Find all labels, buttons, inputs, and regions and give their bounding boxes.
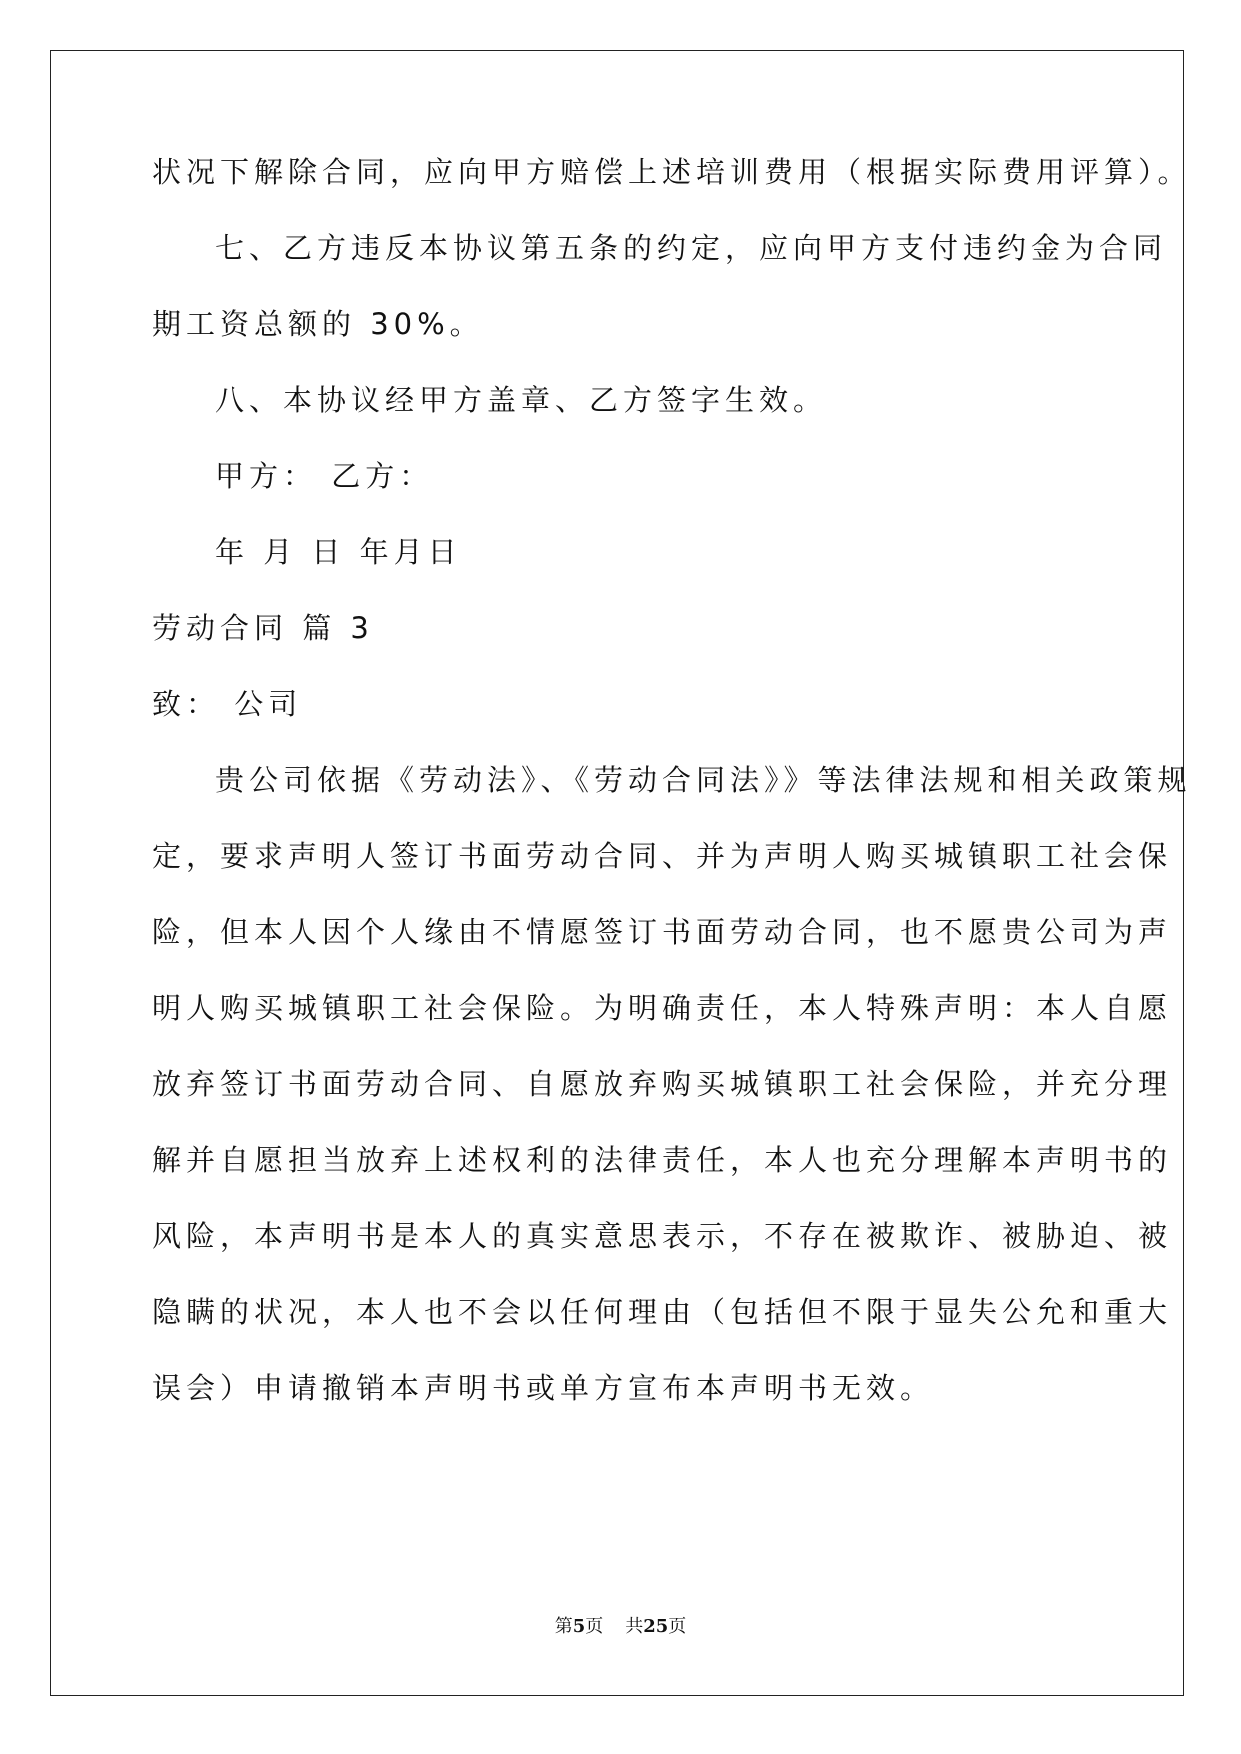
section-heading: 劳动合同 篇 3 (152, 611, 374, 645)
footer-page-suffix: 页 (585, 1616, 604, 1637)
declaration-line: 定，要求声明人签订书面劳动合同、并为声明人购买城镇职工社会保 (152, 839, 1173, 873)
paragraph-line: 状况下解除合同，应向甲方赔偿上述培训费用（根据实际费用评算）。 (152, 155, 1192, 189)
footer-total-pages: 25 (643, 1616, 669, 1637)
declaration-line: 隐瞒的状况，本人也不会以任何理由（包括但不限于显失公允和重大 (152, 1295, 1173, 1329)
footer-total-prefix: 共 (625, 1616, 644, 1637)
declaration-line: 误会）申请撤销本声明书或单方宣布本声明书无效。 (152, 1371, 935, 1405)
footer-page-number: 5 (572, 1616, 586, 1637)
declaration-line: 放弃签订书面劳动合同、自愿放弃购买城镇职工社会保险，并充分理 (152, 1067, 1173, 1101)
signature-dates: 年 月 日 年月日 (215, 535, 462, 569)
page-footer (0, 1615, 1241, 1639)
footer-total-suffix: 页 (668, 1616, 687, 1637)
declaration-line: 明人购买城镇职工社会保险。为明确责任，本人特殊声明：本人自愿 (152, 991, 1173, 1025)
addressee-line: 致： 公司 (152, 687, 303, 721)
signature-parties: 甲方： 乙方： (215, 459, 434, 493)
clause-7-line: 七、乙方违反本协议第五条的约定，应向甲方支付违约金为合同 (215, 231, 1168, 265)
declaration-line: 贵公司依据《劳动法》、《劳动合同法》》等法律法规和相关政策规 (215, 763, 1192, 797)
clause-8-line: 八、本协议经甲方盖章、乙方签字生效。 (215, 383, 828, 417)
clause-7-line: 期工资总额的 30%。 (152, 307, 484, 341)
footer-page-prefix: 第 (554, 1616, 573, 1637)
declaration-line: 风险，本声明书是本人的真实意思表示，不存在被欺诈、被胁迫、被 (152, 1219, 1173, 1253)
declaration-line: 险，但本人因个人缘由不情愿签订书面劳动合同，也不愿贵公司为声 (152, 915, 1173, 949)
declaration-line: 解并自愿担当放弃上述权利的法律责任，本人也充分理解本声明书的 (152, 1143, 1173, 1177)
